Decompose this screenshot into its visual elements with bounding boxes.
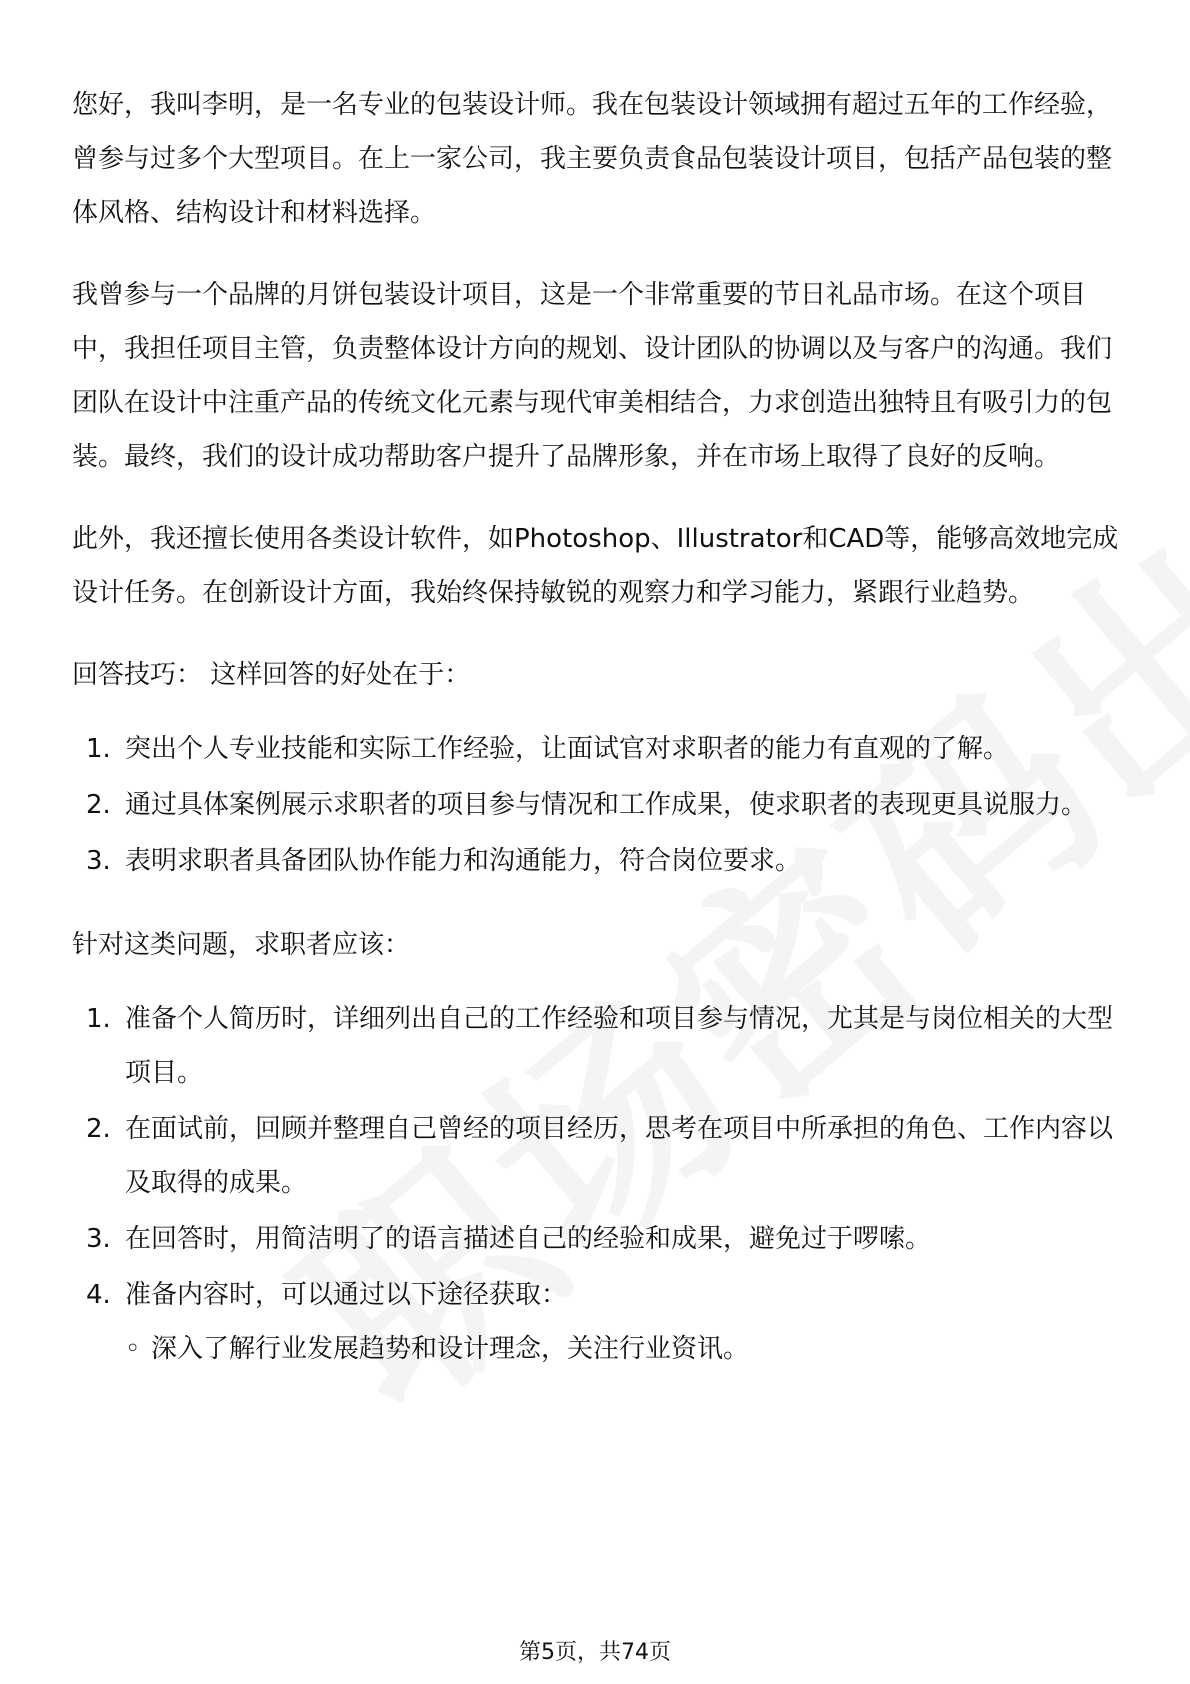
list-item-text: 表明求职者具备团队协作能力和沟通能力，符合岗位要求。 [125, 846, 802, 876]
list-number: 4. [86, 1280, 111, 1310]
paragraph-intro: 您好，我叫李明，是一名专业的包装设计师。我在包装设计领域拥有超过五年的工作经验，曾参与过多个大型项目。在上一家公司，我主要负责食品包装设计项目，包括产品包装的整体风格、结构设计和材料选择。 [72, 90, 1113, 228]
list-item [72, 1268, 1122, 1376]
document-body [72, 78, 1122, 1406]
list-item [72, 992, 1122, 1100]
sub-list-item-text: 深入了解行业发展趋势和设计理念，关注行业资讯。 [151, 1334, 750, 1364]
tips-list [72, 722, 1122, 888]
hollow-bullet-icon: ◦ [125, 1334, 141, 1364]
list-item [72, 778, 1122, 832]
list-number: 1. [86, 734, 111, 764]
tips-heading: 回答技巧： 这样回答的好处在于： [72, 660, 471, 690]
list-item-text: 准备个人简历时，详细列出自己的工作经验和项目参与情况，尤其是与岗位相关的大型项目。 [125, 1004, 1114, 1088]
list-item [72, 722, 1122, 776]
list-item-text: 通过具体案例展示求职者的项目参与情况和工作成果，使求职者的表现更具说服力。 [125, 790, 1088, 820]
paragraph-skills: 此外，我还擅长使用各类设计软件，如Photoshop、Illustrator和CAD等，能够高效地完成设计任务。在创新设计方面，我始终保持敏锐的观察力和学习能力，紧跟行业趋势。 [72, 524, 1119, 608]
list-item-text: 突出个人专业技能和实际工作经验，让面试官对求职者的能力有直观的了解。 [125, 734, 1010, 764]
list-number: 3. [86, 1224, 111, 1254]
list-number: 2. [86, 1114, 111, 1144]
list-item [72, 1212, 1122, 1266]
list-item-text: 在面试前，回顾并整理自己曾经的项目经历，思考在项目中所承担的角色、工作内容以及取得的成果。 [125, 1114, 1114, 1198]
list-number: 1. [86, 1004, 111, 1034]
list-number: 2. [86, 790, 111, 820]
advice-list [72, 992, 1122, 1376]
sub-list-item [125, 1322, 1122, 1376]
list-item [72, 834, 1122, 888]
sub-list [125, 1322, 1122, 1376]
page-number: 第5页，共74页 [519, 1640, 671, 1665]
list-item [72, 1102, 1122, 1210]
advice-heading: 针对这类问题，求职者应该： [72, 930, 411, 960]
paragraph-project: 我曾参与一个品牌的月饼包装设计项目，这是一个非常重要的节日礼品市场。在这个项目中，我担任项目主管，负责整体设计方向的规划、设计团队的协调以及与客户的沟通。我们团队在设计中注重产品的传统文化元素与现代审美相结合，力求创造出独特且有吸引力的包装。最终，我们的设计成功帮助客户提升了品牌形象，并在市场上取得了良好的反响。 [72, 280, 1113, 472]
list-item-text: 在回答时，用简洁明了的语言描述自己的经验和成果，避免过于啰嗦。 [125, 1224, 932, 1254]
list-item-text: 准备内容时，可以通过以下途径获取： [125, 1280, 568, 1310]
list-number: 3. [86, 846, 111, 876]
